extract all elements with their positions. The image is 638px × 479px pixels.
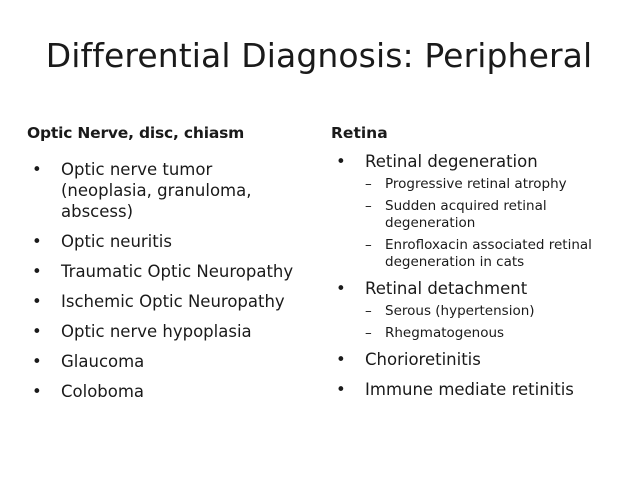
list-item (331, 349, 631, 370)
list-item (27, 351, 327, 372)
dash-icon: – (365, 237, 372, 253)
list-item-label: Immune mediate retinitis (365, 380, 574, 399)
sub-list-item-label: Sudden acquired retinal degeneration (385, 198, 547, 231)
sub-list-item (365, 176, 631, 193)
left-column (27, 123, 327, 411)
sub-list-item-label: Serous (hypertension) (385, 303, 535, 319)
list-item (331, 379, 631, 400)
sub-list (365, 176, 631, 271)
sub-list-item-label: Enrofloxacin associated retinal degeneration in cats (385, 237, 592, 270)
list-item-label: Retinal detachment (365, 279, 528, 298)
list-item-label: Ischemic Optic Neuropathy (61, 292, 285, 311)
list-item-label: Optic nerve tumor (neoplasia, granuloma, abscess) (61, 160, 252, 221)
bullet-icon: • (32, 292, 42, 311)
right-column-heading: Retina (331, 124, 388, 142)
list-item (27, 321, 327, 342)
sub-list-item (365, 237, 595, 271)
bullet-icon: • (32, 322, 42, 341)
sub-list-item (365, 325, 631, 342)
list-item-label: Optic nerve hypoplasia (61, 322, 252, 341)
list-item-label: Glaucoma (61, 352, 145, 371)
bullet-icon: • (336, 350, 346, 369)
sub-list (365, 303, 631, 342)
bullet-icon: • (32, 382, 42, 401)
bullet-icon: • (32, 160, 42, 179)
left-column-heading: Optic Nerve, disc, chiasm (27, 124, 245, 142)
dash-icon: – (365, 198, 372, 214)
bullet-icon: • (32, 262, 42, 281)
list-item (331, 151, 631, 271)
list-item (27, 261, 327, 282)
list-item (27, 159, 291, 222)
dash-icon: – (365, 303, 372, 319)
left-bullet-list (27, 159, 327, 402)
right-bullet-list (331, 151, 631, 400)
bullet-icon: • (336, 152, 346, 171)
bullet-icon: • (32, 352, 42, 371)
sub-list-item (365, 303, 631, 320)
sub-list-item-label: Rhegmatogenous (385, 325, 505, 341)
dash-icon: – (365, 325, 372, 341)
dash-icon: – (365, 176, 372, 192)
right-column (331, 123, 631, 409)
list-item-label: Optic neuritis (61, 232, 172, 251)
list-item (27, 381, 327, 402)
bullet-icon: • (336, 380, 346, 399)
bullet-icon: • (32, 232, 42, 251)
list-item-label: Chorioretinitis (365, 350, 481, 369)
bullet-icon: • (336, 279, 346, 298)
list-item-label: Coloboma (61, 382, 145, 401)
list-item (27, 291, 327, 312)
sub-list-item (365, 198, 575, 232)
list-item (27, 231, 327, 252)
sub-list-item-label: Progressive retinal atrophy (385, 176, 567, 192)
list-item (331, 278, 631, 342)
list-item-label: Traumatic Optic Neuropathy (61, 262, 294, 281)
list-item-label: Retinal degeneration (365, 152, 538, 171)
slide-title: Differential Diagnosis: Peripheral (45, 36, 593, 75)
